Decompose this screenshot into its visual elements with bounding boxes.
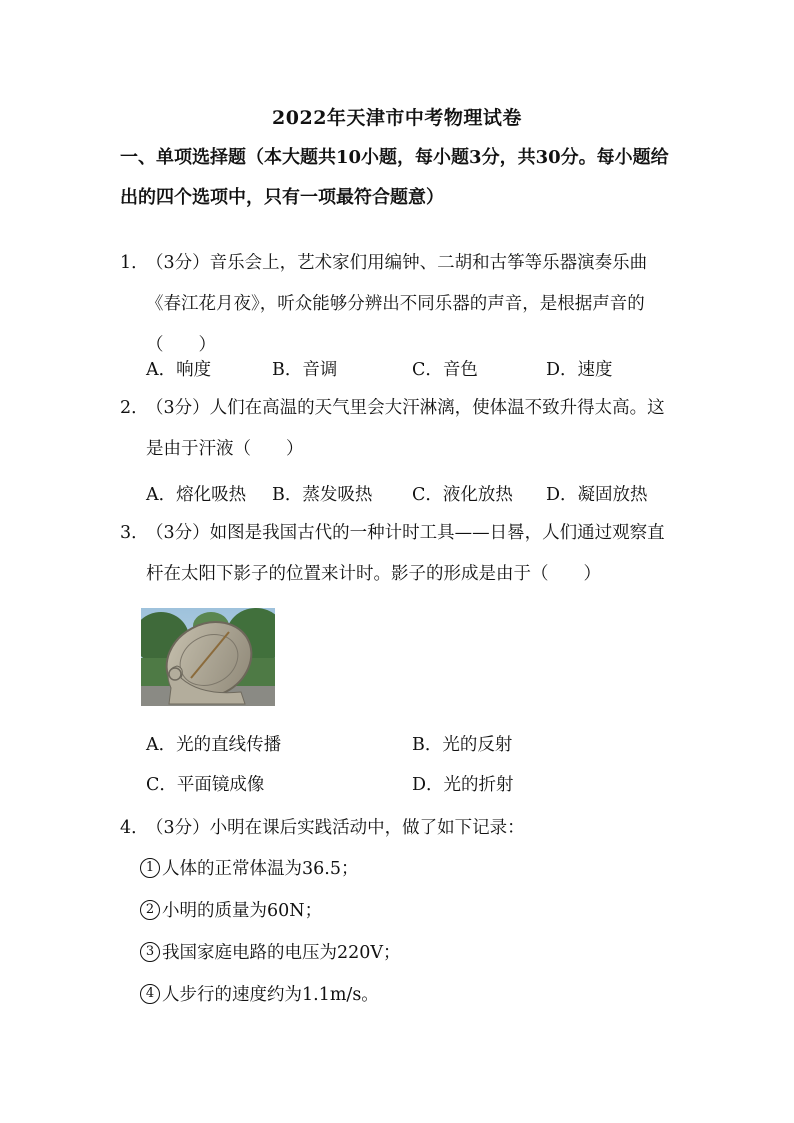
circled-number: 2: [140, 900, 160, 920]
circled-number: 3: [140, 942, 160, 962]
circled-number: 1: [140, 858, 160, 878]
record-item-3: [140, 939, 401, 964]
sundial-image: [141, 608, 275, 706]
option-b[interactable]: B．音调: [272, 360, 338, 380]
question-number: 1．: [120, 253, 149, 273]
option-c[interactable]: C．液化放热: [412, 485, 513, 505]
record-text: 小明的质量为60N；: [162, 901, 323, 921]
record-text: 我国家庭电路的电压为220V；: [162, 943, 401, 963]
option-b[interactable]: B．蒸发吸热: [272, 485, 373, 505]
question-stem: （3分）小明在课后实践活动中，做了如下记录：: [146, 818, 525, 838]
sundial-photo: [141, 608, 275, 706]
question-stem: （3分）人们在高温的天气里会大汗淋漓，使体温不致升得太高。这是由于汗液（ ）: [146, 398, 665, 459]
option-d[interactable]: D．凝固放热: [546, 485, 648, 505]
option-a[interactable]: A．熔化吸热: [146, 485, 247, 505]
option-a[interactable]: A．响度: [146, 360, 212, 380]
question-stem: （3分）音乐会上，艺术家们用编钟、二胡和古筝等乐器演奏乐曲《春江花月夜》，听众能够分辨出不同乐器的声音，是根据声音的（ ）: [146, 253, 648, 355]
option-a[interactable]: A．光的直线传播: [146, 735, 282, 755]
question-number: 3．: [120, 523, 149, 543]
record-item-1: [140, 855, 358, 880]
option-d[interactable]: D．光的折射: [412, 775, 514, 795]
question-1-options: [146, 356, 686, 386]
question-2-options: [146, 481, 686, 511]
option-c[interactable]: C．音色: [412, 360, 478, 380]
record-item-4: [140, 981, 379, 1006]
exam-title: 2022年天津市中考物理试卷: [272, 107, 522, 129]
record-text: 人体的正常体温为36.5；: [162, 859, 359, 879]
question-3-options-row-1: [146, 731, 686, 761]
question-3-options-row-2: [146, 771, 686, 801]
question-number: 2．: [120, 398, 149, 418]
option-b[interactable]: B．光的反射: [412, 735, 513, 755]
circled-number: 4: [140, 984, 160, 1004]
option-c[interactable]: C．平面镜成像: [146, 775, 265, 795]
option-d[interactable]: D．速度: [546, 360, 613, 380]
question-number: 4．: [120, 818, 149, 838]
question-stem: （3分）如图是我国古代的一种计时工具——日晷，人们通过观察直杆在太阳下影子的位置来计时。影子的形成是由于（ ）: [146, 523, 665, 584]
record-text: 人步行的速度约为1.1m/s。: [162, 985, 379, 1005]
section-heading: 一、单项选择题（本大题共10小题，每小题3分，共30分。每小题给出的四个选项中，只有一项最符合题意）: [120, 147, 669, 208]
record-item-2: [140, 897, 322, 922]
